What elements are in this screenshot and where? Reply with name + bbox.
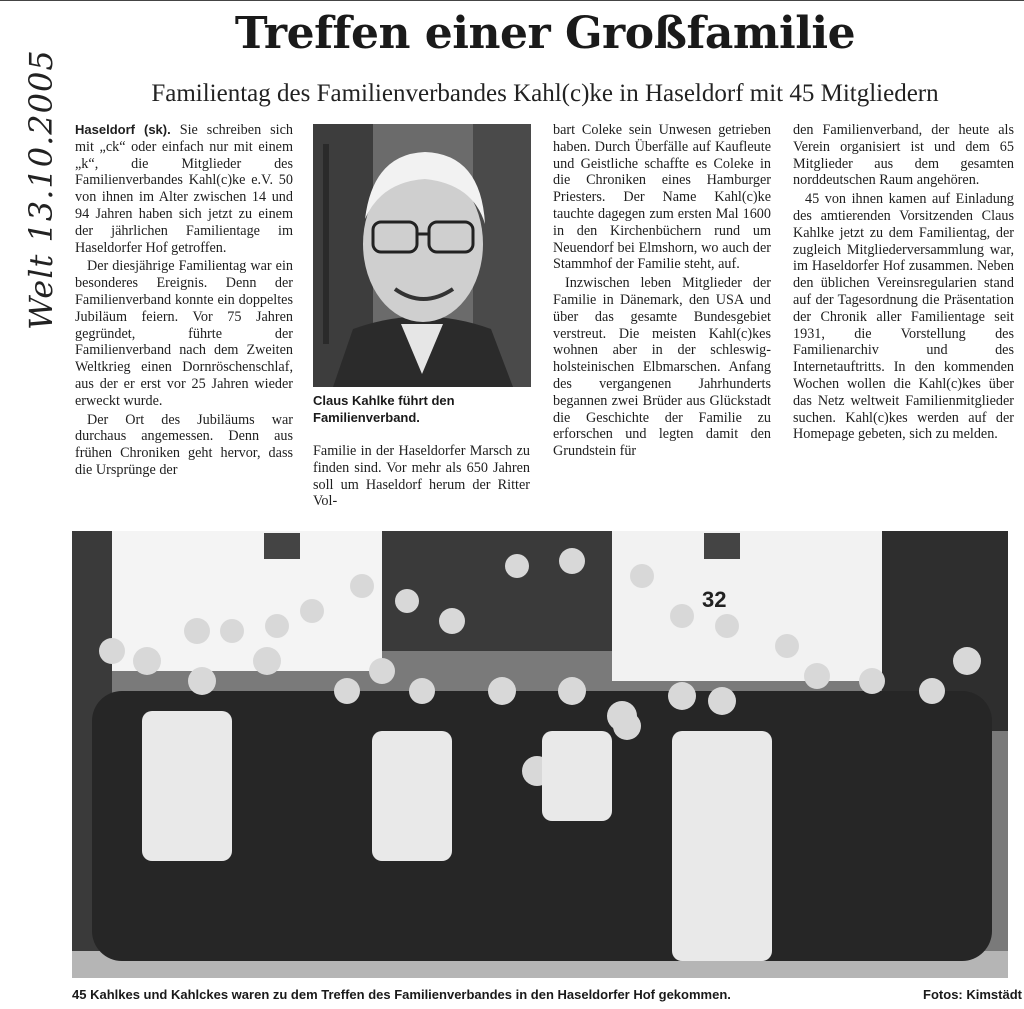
paragraph: Familie in der Haseldorfer Marsch zu finden sind. Vor mehr als 650 Jahren soll um Haseldorf herum der Ritter Vol- — [313, 443, 530, 510]
article-column-2 — [313, 443, 530, 512]
handwritten-note: Welt 13.10.2005 — [22, 49, 60, 330]
headline: Treffen einer Großfamilie — [234, 8, 856, 59]
article-column-1 — [75, 122, 293, 481]
paragraph: den Familienverband, der heute als Verein organisiert ist und dem 65 Mitglieder aus dem gesamten norddeutschen Raum angehören. — [793, 122, 1014, 189]
portrait-photo — [313, 124, 531, 387]
paragraph: Der diesjährige Familientag war ein besonderes Ereignis. Denn der Familienverband konnte ein doppeltes Jubiläum feiern. Vor 75 Jahren gegründet, führte der Familienverband nach dem Zweiten Weltkrieg einen Dornröschenschlaf, aus der er erst vor 25 Jahren wieder erweckt wurde. — [75, 258, 293, 409]
paragraph: Inzwischen leben Mitglieder der Familie in Dänemark, den USA und über das gesamte Bundesgebiet verstreut. Die meisten Kahl(c)kes wohnen aber in der schleswig-holsteinischen Elbmarschen. Anfang des vergangenen Jahrhunderts begannen zwei Brüder aus Glückstadt die Geschichte der Familie zu erforschen und legten damit den Grundstein für — [553, 275, 771, 460]
paragraph: bart Coleke sein Unwesen getrieben haben. Durch Überfälle auf Kaufleute und Geistliche schaffte es Coleke in die Chroniken eines Hamburger Priesters. Der Name Kahl(c)ke tauchte dagegen zum ersten Mal 1600 in den Kirchenbüchern rund um Neuendorf bei Elmshorn, wo auch der Stammhof der Familie steht, auf. — [553, 122, 771, 273]
paragraph — [75, 122, 293, 256]
house-number: 32 — [702, 587, 727, 612]
paragraph: Der Ort des Jubiläums war durchaus angemessen. Denn aus frühen Chroniken geht hervor, dass die Ursprünge der — [75, 411, 293, 478]
portrait-caption: Claus Kahlke führt den Familienverband. — [313, 393, 455, 425]
photo-credit: Fotos: Kimstädt — [923, 987, 1022, 1002]
paragraph-text: Sie schreiben sich mit „ck“ oder einfach nur mit einem „k“, die Mitglieder des Familienverbandes Kahl(c)ke e.V. 50 von ihnen im Alter zwischen 14 und 94 Jahren haben sich jetzt zu einem der jährlichen Familientage im Haseldorfer Hof getroffen. — [75, 122, 293, 256]
top-rule — [0, 0, 1024, 1]
subheadline: Familientag des Familienverbandes Kahl(c)ke in Haseldorf mit 45 Mitgliedern — [151, 80, 939, 107]
group-caption: 45 Kahlkes und Kahlckes waren zu dem Treffen des Familienverbandes in den Haseldorfer Hof gekommen. — [72, 987, 731, 1002]
article-column-4 — [793, 122, 1014, 445]
group-illustration — [72, 531, 1008, 978]
paragraph: 45 von ihnen kamen auf Einladung des amtierenden Vorsitzenden Claus Kahlke jetzt zu dem Familientag, der zugleich Mitgliederversammlung war, im Haseldorfer Hof zusammen. Neben den üblichen Vereinsregularien stand auf der Tagesordnung die Präsentation der Chronik aller Familientage seit 1931, die Vorstellung des Familienarchiv und des Internetauftritts. In den kommenden Wochen wollen die Kahl(c)kes über das Netz weltweit Familienmitglieder suchen. Kahl(c)kes werden auf der Homepage gebeten, sich zu melden. — [793, 191, 1014, 443]
group-photo — [72, 531, 1008, 978]
article-column-3 — [553, 122, 771, 462]
portrait-illustration — [313, 124, 531, 387]
dateline: Haseldorf (sk). — [75, 122, 171, 137]
